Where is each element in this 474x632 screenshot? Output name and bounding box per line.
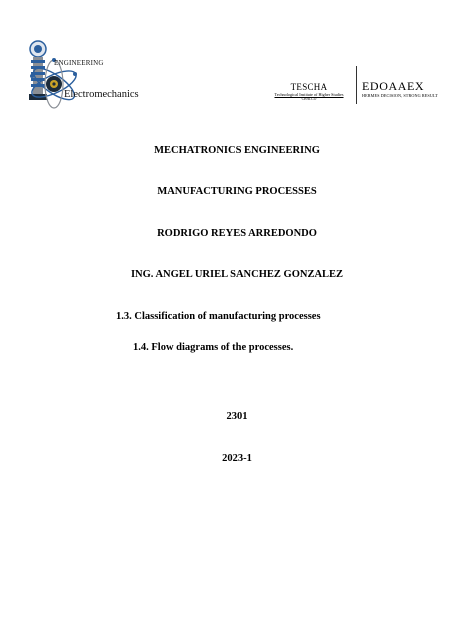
edoaaex-logo xyxy=(362,80,462,98)
tescha-subtitle: Technological Institute of Higher Studies xyxy=(274,92,344,97)
tescha-subtitle-2: CHALCO xyxy=(301,97,317,101)
group-number: 2301 xyxy=(226,411,248,422)
school-period: 2023-1 xyxy=(222,453,252,464)
subject-title: MANUFACTURING PROCESSES xyxy=(157,186,317,197)
engineering-label: ENGINEERING xyxy=(54,59,104,67)
topic-item: 1.4. Flow diagrams of the processes. xyxy=(133,342,294,353)
electromechanics-label: Electromechanics xyxy=(64,89,139,100)
teacher-name: ING. ANGEL URIEL SANCHEZ GONZALEZ xyxy=(130,269,344,280)
career-title: MECHATRONICS ENGINEERING xyxy=(154,145,320,156)
tescha-logo xyxy=(264,82,354,101)
student-name: RODRIGO REYES ARREDONDO xyxy=(157,228,317,239)
edoaaex-name: EDOAAEX xyxy=(362,79,425,93)
tescha-name: TESCHA xyxy=(290,82,328,92)
engineering-electromechanics-logo xyxy=(18,38,158,110)
edoaaex-subtitle: HERMES DECISION, STRONG RESULT xyxy=(362,93,438,98)
topic-item: 1.3. Classification of manufacturing processes xyxy=(116,311,321,322)
header-divider xyxy=(356,66,357,104)
